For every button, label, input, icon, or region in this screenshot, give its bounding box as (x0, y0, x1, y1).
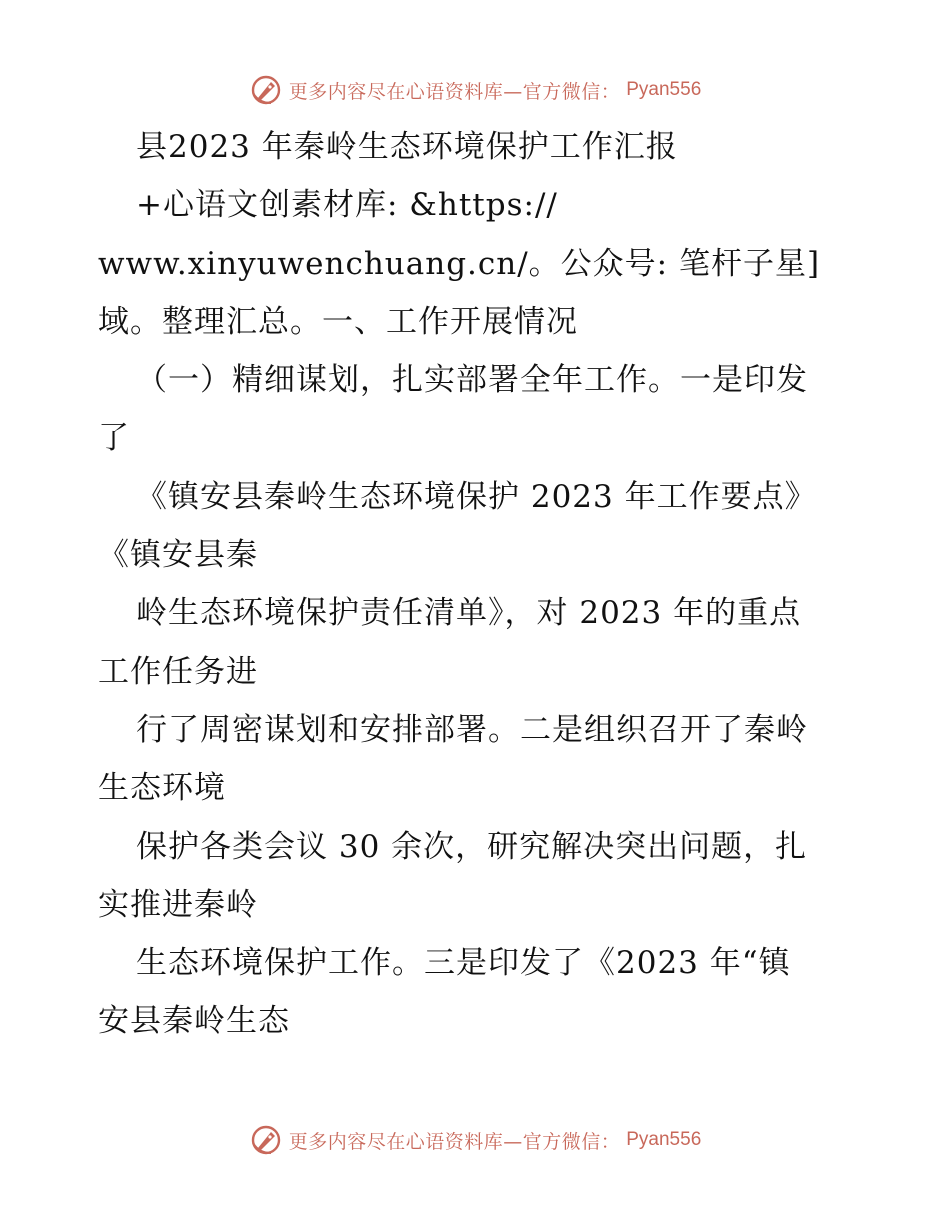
text-line: www.xinyuwenchuang.cn/。公众号: 笔杆子星] (98, 245, 821, 282)
document-body (98, 118, 858, 1051)
text-line: 《镇安县秦 (98, 537, 258, 574)
document-title: 县2023 年秦岭生态环境保护工作汇报 (136, 129, 678, 165)
text-line: 域。整理汇总。一、工作开展情况 (98, 303, 578, 340)
text-line: +心语文创素材库: &https:// (136, 187, 558, 224)
text-line: 安县秦岭生态 (98, 1003, 290, 1040)
text-line: 保护各类会议 30 余次，研究解决突出问题，扎 (136, 828, 808, 865)
watermark-wechat-id: Pyan556 (626, 1129, 702, 1150)
text-line: （一）精细谋划，扎实部署全年工作。一是印发 (136, 362, 808, 399)
text-line: 工作任务进 (98, 653, 258, 690)
footer-watermark (0, 1120, 950, 1160)
text-line: 生态环境 (98, 770, 226, 807)
text-line: 行了周密谋划和安排部署。二是组织召开了秦岭 (136, 711, 808, 748)
pen-nib-logo-icon (249, 73, 283, 107)
text-line: 《镇安县秦岭生态环境保护 2023 年工作要点》 (136, 478, 817, 515)
text-line: 生态环境保护工作。三是印发了《2023 年“镇 (136, 945, 791, 982)
header-watermark (0, 70, 950, 110)
watermark-text: 更多内容尽在心语资料库—官方微信： (288, 1130, 621, 1153)
text-line: 实推进秦岭 (98, 886, 258, 923)
text-line: 了 (98, 420, 130, 457)
watermark-text: 更多内容尽在心语资料库—官方微信： (288, 80, 621, 103)
watermark-wechat-id: Pyan556 (626, 79, 702, 100)
pen-nib-logo-icon (249, 1123, 283, 1157)
text-line: 岭生态环境保护责任清单》，对 2023 年的重点 (136, 595, 802, 632)
